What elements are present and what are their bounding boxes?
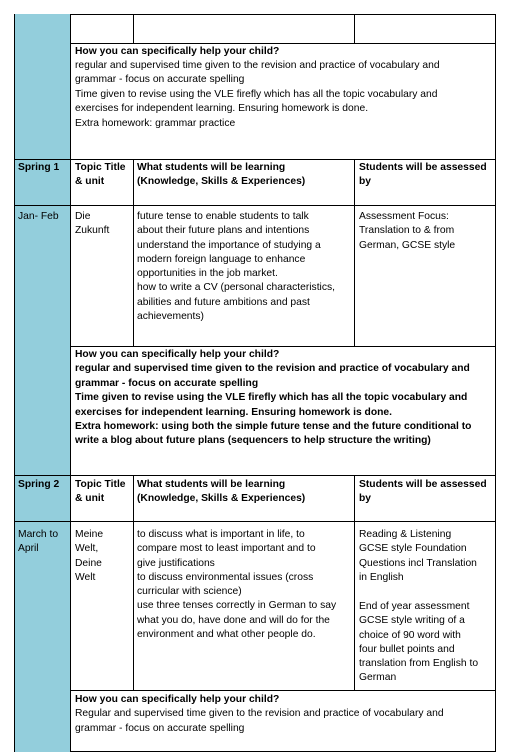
- spring1-learning-header: What students will be learning (Knowledge, Skills & Experiences): [137, 162, 306, 188]
- spring1-term-label: Spring 1: [18, 162, 60, 173]
- spring1-help-line: Extra homework: using both the simple future tense and the future conditional to: [75, 421, 472, 432]
- spring1-assessed: Assessment Focus: Translation to & from German, GCSE style: [359, 211, 456, 251]
- spring2-learning: to discuss what is important in life, to compare most to least important and to give justifications to discuss environmental issues (cross curricular with science) use three tenses correctly in German to say what you do, have done and will do for the environment and what other people do.: [137, 529, 337, 641]
- spring2-assessed-header: Students will be assessed by: [359, 479, 487, 505]
- spring2-dates: March to April: [18, 529, 59, 555]
- spring1-topic: Die Zukunft: [75, 211, 110, 237]
- spring1-learning: future tense to enable students to talk about their future plans and intentions understand the importance of studying a modern foreign language to enhance opportunities in the job market. how to write a CV (personal characteristics, abilities and future ambitions and past achievements): [137, 211, 336, 323]
- spring1-help-line: regular and supervised time given to the revision and practice of vocabulary and: [75, 363, 470, 374]
- spring1-topic-header: Topic Title & unit: [75, 162, 126, 188]
- top-help-line: grammar - focus on accurate spelling: [75, 74, 245, 85]
- top-help-line: exercises for independent learning. Ensuring homework is done.: [75, 103, 369, 114]
- top-help-line: regular and supervised time given to the revision and practice of vocabulary and: [75, 60, 440, 71]
- spring2-term-label: Spring 2: [18, 479, 60, 490]
- spring2-assessed-end-of-year: End of year assessment GCSE style writing of a choice of 90 word with four bullet points and translation from English to German: [359, 601, 479, 684]
- spring2-help-line: grammar - focus on accurate spelling: [75, 723, 245, 734]
- spring2-topic-header: Topic Title & unit: [75, 479, 126, 505]
- spring1-help-line: grammar - focus on accurate spelling: [75, 378, 259, 389]
- spring1-help-line: exercises for independent learning. Ensuring homework is done.: [75, 407, 392, 418]
- spring2-help-heading: How you can specifically help your child?: [75, 694, 280, 705]
- spring1-help-line: write a blog about future plans (sequencers to help structure the writing): [75, 435, 431, 446]
- spring2-help-line: Regular and supervised time given to the revision and practice of vocabulary and: [75, 708, 444, 719]
- top-help-line: Extra homework: grammar practice: [75, 118, 236, 129]
- spring1-assessed-header: Students will be assessed by: [359, 162, 487, 188]
- spring1-dates: Jan- Feb: [18, 211, 59, 222]
- spring2-learning-header: What students will be learning (Knowledge, Skills & Experiences): [137, 479, 306, 505]
- spring2-topic: Meine Welt, Deine Welt: [75, 529, 104, 583]
- spring1-help-line: Time given to revise using the VLE firefly which has all the topic vocabulary and: [75, 392, 468, 403]
- spring2-assessed-reading: Reading & Listening GCSE style Foundation Questions incl Translation in English: [359, 529, 477, 583]
- curriculum-table: [14, 14, 496, 752]
- top-help-heading: How you can specifically help your child?: [75, 46, 280, 57]
- term-column: [14, 14, 71, 752]
- top-help-line: Time given to revise using the VLE firefly which has all the topic vocabulary and: [75, 89, 438, 100]
- spring1-help-heading: How you can specifically help your child?: [75, 349, 280, 360]
